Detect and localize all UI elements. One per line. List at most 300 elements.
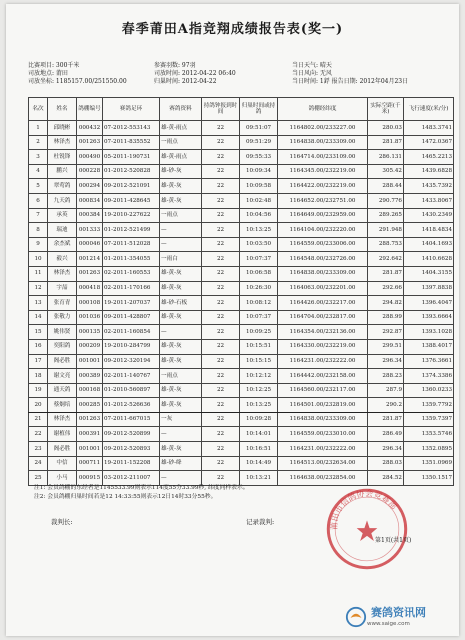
- cell-speed: 1353.5746: [404, 427, 454, 442]
- cell-speed: 1351.0969: [404, 456, 454, 471]
- cell-clock-day: 22: [202, 179, 240, 194]
- cell-loft-id: 000915: [77, 471, 103, 486]
- cell-ring: 02-2011-160854: [103, 325, 160, 340]
- cell-pigeon-info: 雄-砂-绛: [160, 456, 202, 471]
- cell-pigeon-info: 雄-黄-灰: [160, 179, 202, 194]
- cell-pigeon-info: 雄-黄-灰: [160, 354, 202, 369]
- cell-pigeon-info: 一雨点: [160, 369, 202, 384]
- cell-clock-day: 22: [202, 150, 240, 165]
- cell-coordinates: 1164838.00/233309.00: [278, 135, 368, 150]
- cell-loft-id: 001263: [77, 135, 103, 150]
- cell-name: 瑞迪: [48, 223, 77, 238]
- cell-return-time: 10:07:37: [240, 310, 278, 325]
- cell-coordinates: 1164802.00/233227.00: [278, 121, 368, 136]
- cell-ring: 09-2012-320194: [103, 354, 160, 369]
- table-row: [29, 150, 454, 165]
- cell-rank: 17: [29, 354, 48, 369]
- cell-loft-id: 000432: [77, 121, 103, 136]
- cell-coordinates: 1164231.00/232222.00: [278, 354, 368, 369]
- cell-loft-id: 000294: [77, 179, 103, 194]
- footnote-1: 注1: 会员鸽棚的东经者是1145533.99则表示114度55分33.99秒, 纬度同样表示。: [34, 485, 249, 491]
- table-row: [29, 412, 454, 427]
- header-name: 姓名: [48, 98, 77, 121]
- cell-coordinates: 1164559.00/233010.00: [278, 427, 368, 442]
- table-row: [29, 339, 454, 354]
- cell-return-time: 10:12:12: [240, 369, 278, 384]
- cell-rank: 23: [29, 442, 48, 457]
- cell-name: 翠莺鸽: [48, 179, 77, 194]
- header-clock-time: 持鸽钟报到时间: [202, 98, 240, 121]
- cell-pigeon-info: 一雨点: [160, 208, 202, 223]
- cell-rank: 8: [29, 223, 48, 238]
- header-rank: 名次: [29, 98, 48, 121]
- cell-pigeon-info: —: [160, 427, 202, 442]
- cell-speed: 1465.2213: [404, 150, 454, 165]
- cell-name: 宇喆: [48, 281, 77, 296]
- cell-return-time: 10:03:50: [240, 237, 278, 252]
- cell-distance: 288.23: [368, 369, 404, 384]
- watermark-title: 赛鸽资讯网: [371, 606, 426, 619]
- cell-loft-id: 000418: [77, 281, 103, 296]
- cell-loft-id: 001263: [77, 266, 103, 281]
- cell-loft-id: 000135: [77, 325, 103, 340]
- cell-distance: 286.49: [368, 427, 404, 442]
- cell-name: 谢文亮: [48, 369, 77, 384]
- svg-text:莆田市信鸽协会竞赛部: 莆田市信鸽协会竞赛部: [328, 487, 400, 531]
- cell-ring: 01-2012-526636: [103, 398, 160, 413]
- cell-rank: 2: [29, 135, 48, 150]
- cell-ring: 01-2011-354055: [103, 252, 160, 267]
- header-speed: 飞行速度(米/分): [404, 98, 454, 121]
- cell-loft-id: 001001: [77, 442, 103, 457]
- cell-coordinates: 1164442.00/232158.00: [278, 369, 368, 384]
- cell-pigeon-info: 雄-黄-灰: [160, 310, 202, 325]
- cell-pigeon-info: —: [160, 325, 202, 340]
- cell-pigeon-info: —: [160, 471, 202, 486]
- cell-name: 姚伟贤: [48, 325, 77, 340]
- cell-speed: 1404.1693: [404, 237, 454, 252]
- cell-name: 邱晓彬: [48, 121, 77, 136]
- cell-ring: 07-2012-553143: [103, 121, 160, 136]
- cell-speed: 1472.0367: [404, 135, 454, 150]
- cell-clock-day: 22: [202, 135, 240, 150]
- table-row: [29, 296, 454, 311]
- cell-distance: 280.03: [368, 121, 404, 136]
- cell-name: 通天鸽: [48, 383, 77, 398]
- cell-distance: 291.948: [368, 223, 404, 238]
- cell-pigeon-info: 雄-黄-灰: [160, 281, 202, 296]
- cell-name: 小马: [48, 471, 77, 486]
- table-header-row: [29, 98, 454, 121]
- table-row: [29, 135, 454, 150]
- cell-name: 阁必胜: [48, 354, 77, 369]
- results-table: [28, 97, 454, 486]
- cell-ring: 01-2010-560897: [103, 383, 160, 398]
- info-release-time: 司放时间: 2012-04-22 06:40: [154, 70, 236, 77]
- cell-ring: 01-2012-521499: [103, 223, 160, 238]
- cell-rank: 9: [29, 237, 48, 252]
- cell-pigeon-info: 雄-黄-灰: [160, 398, 202, 413]
- cell-loft-id: 000285: [77, 398, 103, 413]
- cell-loft-id: 000711: [77, 456, 103, 471]
- cell-rank: 22: [29, 427, 48, 442]
- cell-ring: 02-2011-160553: [103, 266, 160, 281]
- cell-clock-day: 22: [202, 281, 240, 296]
- cell-loft-id: 001263: [77, 412, 103, 427]
- cell-return-time: 10:04:56: [240, 208, 278, 223]
- cell-return-time: 10:09:58: [240, 179, 278, 194]
- table-row: [29, 456, 454, 471]
- cell-coordinates: 1164426.00/232217.00: [278, 296, 368, 311]
- cell-loft-id: 000108: [77, 296, 103, 311]
- cell-loft-id: 000490: [77, 150, 103, 165]
- cell-loft-id: 000228: [77, 164, 103, 179]
- info-column-3: [292, 62, 408, 86]
- cell-clock-day: 22: [202, 369, 240, 384]
- cell-pigeon-info: 雄-黄-雨点: [160, 121, 202, 136]
- cell-rank: 14: [29, 310, 48, 325]
- cell-name: 蔡炯培: [48, 398, 77, 413]
- cell-loft-id: 000391: [77, 427, 103, 442]
- cell-pigeon-info: 雄-黄-雨点: [160, 150, 202, 165]
- cell-loft-id: 000046: [77, 237, 103, 252]
- cell-pigeon-info: 雄-黄-灰: [160, 266, 202, 281]
- cell-name: 奕阳鸽: [48, 339, 77, 354]
- cell-coordinates: 1164560.00/232117.00: [278, 383, 368, 398]
- cell-name: 阁必胜: [48, 442, 77, 457]
- cell-distance: 288.99: [368, 310, 404, 325]
- table-row: [29, 237, 454, 252]
- cell-rank: 21: [29, 412, 48, 427]
- info-column-2: [154, 62, 236, 86]
- cell-return-time: 10:13:21: [240, 471, 278, 486]
- cell-speed: 1396.4047: [404, 296, 454, 311]
- table-row: [29, 179, 454, 194]
- cell-distance: 281.87: [368, 266, 404, 281]
- cell-return-time: 09:51:29: [240, 135, 278, 150]
- header-distance: 实际空距(千米): [368, 98, 404, 121]
- info-race-distance: 比赛项目: 300千米: [28, 62, 80, 69]
- cell-clock-day: 22: [202, 339, 240, 354]
- cell-rank: 3: [29, 150, 48, 165]
- cell-speed: 1359.7397: [404, 412, 454, 427]
- cell-clock-day: 22: [202, 193, 240, 208]
- cell-return-time: 09:55:33: [240, 150, 278, 165]
- info-wind: 当日风向: 无风: [292, 70, 332, 77]
- cell-rank: 11: [29, 266, 48, 281]
- cell-clock-day: 22: [202, 164, 240, 179]
- cell-return-time: 10:13:25: [240, 398, 278, 413]
- cell-return-time: 10:26:30: [240, 281, 278, 296]
- cell-rank: 16: [29, 339, 48, 354]
- cell-rank: 13: [29, 296, 48, 311]
- table-row: [29, 164, 454, 179]
- cell-speed: 1393.6664: [404, 310, 454, 325]
- cell-distance: 299.51: [368, 339, 404, 354]
- cell-clock-day: 22: [202, 383, 240, 398]
- cell-ring: 19-2011-152208: [103, 456, 160, 471]
- cell-name: 张敬力: [48, 310, 77, 325]
- cell-coordinates: 1164638.00/232854.00: [278, 471, 368, 486]
- cell-coordinates: 1164714.00/233109.00: [278, 150, 368, 165]
- cell-speed: 1360.0233: [404, 383, 454, 398]
- cell-coordinates: 1164838.00/233309.00: [278, 412, 368, 427]
- cell-distance: 288.753: [368, 237, 404, 252]
- cell-rank: 4: [29, 164, 48, 179]
- cell-speed: 1352.0895: [404, 442, 454, 457]
- cell-distance: 288.03: [368, 456, 404, 471]
- cell-clock-day: 22: [202, 310, 240, 325]
- cell-name: 九天鸽: [48, 193, 77, 208]
- header-loft-id: 鸽棚编号: [77, 98, 103, 121]
- cell-pigeon-info: —: [160, 237, 202, 252]
- cell-rank: 25: [29, 471, 48, 486]
- cell-loft-id: 000834: [77, 193, 103, 208]
- cell-name: 余杰斌: [48, 237, 77, 252]
- cell-rank: 15: [29, 325, 48, 340]
- cell-pigeon-info: 雄-砂-灰: [160, 164, 202, 179]
- watermark-logo-icon: [345, 606, 367, 628]
- cell-speed: 1374.3386: [404, 369, 454, 384]
- cell-coordinates: 1164345.00/232219.00: [278, 164, 368, 179]
- cell-distance: 287.9: [368, 383, 404, 398]
- cell-distance: 281.87: [368, 412, 404, 427]
- cell-loft-id: 000209: [77, 339, 103, 354]
- cell-return-time: 10:02:48: [240, 193, 278, 208]
- cell-clock-day: 22: [202, 442, 240, 457]
- cell-clock-day: 22: [202, 427, 240, 442]
- cell-distance: 281.87: [368, 135, 404, 150]
- cell-name: 张育青: [48, 296, 77, 311]
- cell-coordinates: 1164649.00/232959.00: [278, 208, 368, 223]
- cell-speed: 1483.3741: [404, 121, 454, 136]
- footnotes: [34, 484, 249, 502]
- cell-clock-day: 22: [202, 237, 240, 252]
- cell-ring: 09-2011-428645: [103, 193, 160, 208]
- table-row: [29, 354, 454, 369]
- cell-ring: 02-2011-170166: [103, 281, 160, 296]
- cell-return-time: 10:09:25: [240, 325, 278, 340]
- watermark: [341, 604, 461, 634]
- cell-clock-day: 22: [202, 398, 240, 413]
- info-return-date: 归巢时间: 2012-04-22: [154, 78, 217, 85]
- cell-clock-day: 22: [202, 208, 240, 223]
- cell-coordinates: 1164513.00/232634.00: [278, 456, 368, 471]
- cell-return-time: 10:15:15: [240, 354, 278, 369]
- cell-rank: 19: [29, 383, 48, 398]
- cell-clock-day: 22: [202, 296, 240, 311]
- cell-rank: 5: [29, 179, 48, 194]
- cell-coordinates: 1164559.00/233006.00: [278, 237, 368, 252]
- cell-loft-id: 000389: [77, 369, 103, 384]
- cell-coordinates: 1164063.00/232201.00: [278, 281, 368, 296]
- cell-return-time: 10:13:25: [240, 223, 278, 238]
- cell-coordinates: 1164422.00/232219.00: [278, 179, 368, 194]
- cell-return-time: 10:06:58: [240, 266, 278, 281]
- cell-speed: 1397.8838: [404, 281, 454, 296]
- cell-ring: 05-2011-190731: [103, 150, 160, 165]
- info-release-coords: 司放坐标: 1185157.00/251550.00: [28, 78, 127, 85]
- cell-return-time: 10:16:51: [240, 442, 278, 457]
- cell-return-time: 10:14:01: [240, 427, 278, 442]
- cell-distance: 289.265: [368, 208, 404, 223]
- cell-rank: 1: [29, 121, 48, 136]
- cell-ring: 07-2011-835552: [103, 135, 160, 150]
- cell-pigeon-info: 雄-黄-灰: [160, 339, 202, 354]
- cell-coordinates: 1164104.00/232220.00: [278, 223, 368, 238]
- cell-pigeon-info: 雄-黄-灰: [160, 383, 202, 398]
- cell-return-time: 10:14:49: [240, 456, 278, 471]
- cell-distance: 292.66: [368, 281, 404, 296]
- cell-clock-day: 22: [202, 266, 240, 281]
- info-entry-count: 参赛羽数: 97羽: [154, 62, 196, 69]
- cell-ring: 07-2011-667015: [103, 412, 160, 427]
- cell-rank: 20: [29, 398, 48, 413]
- cell-distance: 296.34: [368, 354, 404, 369]
- cell-pigeon-info: 雄-砂-石板: [160, 296, 202, 311]
- cell-ring: 19-2011-207037: [103, 296, 160, 311]
- page-number: 第1页(共1页): [375, 537, 412, 544]
- cell-clock-day: 22: [202, 325, 240, 340]
- header-pigeon-info: 赛鸽资料: [160, 98, 202, 121]
- table-row: [29, 121, 454, 136]
- official-seal: [324, 486, 410, 572]
- watermark-url: www.saige.com: [367, 621, 410, 627]
- cell-name: 鹏兴: [48, 164, 77, 179]
- cell-rank: 6: [29, 193, 48, 208]
- cell-speed: 1433.8067: [404, 193, 454, 208]
- cell-ring: 19-2010-284799: [103, 339, 160, 354]
- header-coordinates: 鸽棚经纬度: [278, 98, 368, 121]
- cell-clock-day: 22: [202, 456, 240, 471]
- info-column-1: [28, 62, 127, 86]
- cell-ring: 07-2011-512028: [103, 237, 160, 252]
- cell-speed: 1359.7792: [404, 398, 454, 413]
- table-row: [29, 252, 454, 267]
- cell-speed: 1439.6828: [404, 164, 454, 179]
- cell-speed: 1418.4834: [404, 223, 454, 238]
- cell-loft-id: 000384: [77, 208, 103, 223]
- cell-ring: 03-2012-211007: [103, 471, 160, 486]
- cell-return-time: 10:09:34: [240, 164, 278, 179]
- cell-ring: 09-2011-428807: [103, 310, 160, 325]
- cell-loft-id: 001214: [77, 252, 103, 267]
- referee-signature-label: 裁判长:: [51, 518, 73, 526]
- cell-distance: 294.82: [368, 296, 404, 311]
- table-row: [29, 325, 454, 340]
- footnote-2: 注2: 会员鸽棚归巢时间若是12 14:33:55则表示12日14时33分55秒。: [34, 494, 217, 500]
- cell-pigeon-info: 一雨白: [160, 252, 202, 267]
- recorder-signature-label: 记录裁判:: [246, 518, 275, 526]
- cell-speed: 1388.4017: [404, 339, 454, 354]
- table-row: [29, 223, 454, 238]
- info-release-site: 司放地点: 莆田: [28, 70, 68, 77]
- cell-clock-day: 22: [202, 121, 240, 136]
- cell-speed: 1393.1028: [404, 325, 454, 340]
- cell-coordinates: 1164838.00/233309.00: [278, 266, 368, 281]
- cell-pigeon-info: 雄-黄-灰: [160, 442, 202, 457]
- cell-clock-day: 22: [202, 412, 240, 427]
- cell-clock-day: 22: [202, 252, 240, 267]
- cell-distance: 296.34: [368, 442, 404, 457]
- info-report-date: 当日时间: 1鋢 报告日期: 2012年04月23日: [292, 78, 409, 85]
- cell-rank: 24: [29, 456, 48, 471]
- cell-pigeon-info: 一雨点: [160, 135, 202, 150]
- cell-rank: 12: [29, 281, 48, 296]
- cell-ring: 09-2012-521091: [103, 179, 160, 194]
- cell-coordinates: 1164704.00/232817.00: [278, 310, 368, 325]
- report-sheet: [6, 4, 459, 636]
- info-weather: 当日天气: 晴天: [292, 62, 332, 69]
- cell-pigeon-info: —: [160, 223, 202, 238]
- header-return-time: 归巢时间或持鸽: [240, 98, 278, 121]
- cell-coordinates: 1164231.00/232222.00: [278, 442, 368, 457]
- table-row: [29, 442, 454, 457]
- cell-distance: 288.44: [368, 179, 404, 194]
- cell-name: 林泽杰: [48, 412, 77, 427]
- cell-rank: 18: [29, 369, 48, 384]
- cell-ring: 02-2011-140767: [103, 369, 160, 384]
- cell-name: 中信: [48, 456, 77, 471]
- cell-return-time: 10:12:25: [240, 383, 278, 398]
- cell-distance: 292.87: [368, 325, 404, 340]
- cell-speed: 1410.6628: [404, 252, 454, 267]
- cell-distance: 284.52: [368, 471, 404, 486]
- cell-ring: 19-2010-227622: [103, 208, 160, 223]
- cell-speed: 1350.1517: [404, 471, 454, 486]
- cell-name: 谢植伟: [48, 427, 77, 442]
- cell-coordinates: 1164548.00/232726.00: [278, 252, 368, 267]
- cell-speed: 1430.2349: [404, 208, 454, 223]
- cell-loft-id: 001333: [77, 223, 103, 238]
- cell-pigeon-info: 一灰: [160, 412, 202, 427]
- header-ring: 赛鸽足环: [103, 98, 160, 121]
- cell-coordinates: 1164501.00/232819.00: [278, 398, 368, 413]
- cell-speed: 1435.7392: [404, 179, 454, 194]
- table-row: [29, 383, 454, 398]
- table-row: [29, 310, 454, 325]
- cell-loft-id: 001036: [77, 310, 103, 325]
- table-row: [29, 398, 454, 413]
- cell-return-time: 09:51:07: [240, 121, 278, 136]
- cell-name: 毅兴: [48, 252, 77, 267]
- cell-pigeon-info: 雄-黄-灰: [160, 193, 202, 208]
- table-row: [29, 281, 454, 296]
- cell-return-time: 10:08:12: [240, 296, 278, 311]
- cell-distance: 290.2: [368, 398, 404, 413]
- cell-rank: 7: [29, 208, 48, 223]
- cell-name: 林泽杰: [48, 135, 77, 150]
- cell-clock-day: 22: [202, 354, 240, 369]
- table-row: [29, 266, 454, 281]
- table-body: [29, 121, 454, 486]
- cell-return-time: 10:07:37: [240, 252, 278, 267]
- cell-name: 林泽杰: [48, 266, 77, 281]
- table-row: [29, 427, 454, 442]
- cell-ring: 09-2012-520899: [103, 427, 160, 442]
- table-row: [29, 193, 454, 208]
- table-row: [29, 369, 454, 384]
- cell-distance: 290.776: [368, 193, 404, 208]
- cell-distance: 292.642: [368, 252, 404, 267]
- cell-return-time: 10:15:51: [240, 339, 278, 354]
- cell-coordinates: 1164354.00/232136.00: [278, 325, 368, 340]
- cell-speed: 1376.3661: [404, 354, 454, 369]
- cell-coordinates: 1164330.00/232219.00: [278, 339, 368, 354]
- cell-clock-day: 22: [202, 471, 240, 486]
- cell-loft-id: 000168: [77, 383, 103, 398]
- table-row: [29, 208, 454, 223]
